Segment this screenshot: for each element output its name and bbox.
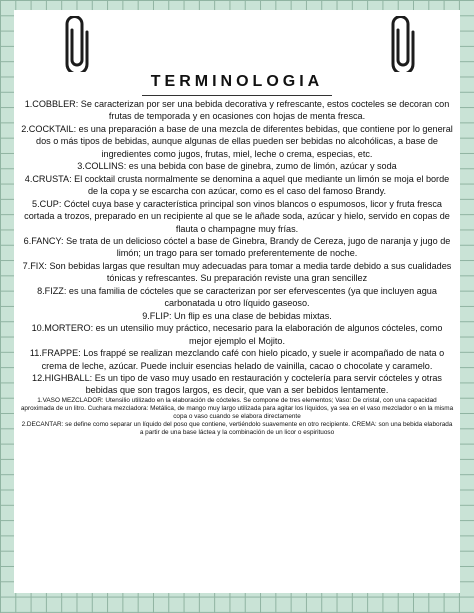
term-flip: 9.FLIP: Un flip es una clase de bebidas mixtas. (142, 310, 332, 321)
term-collins: 3.COLLINS: es una bebida con base de ginebra, zumo de limón, azúcar y soda (77, 161, 397, 172)
note-vaso-mezclador: 1.VASO MEZCLADOR: Utensilio utilizado en la elaboración de cócteles. Se compone de tres elementos; Vaso: De cristal, con una capacidad aproximada de un litro. Cuchara mezcladora: Metálica, de mango muy largo utilizada para agitar los líquidos, ya sea en el vaso mezclador o en la misma copa o vaso cuando se elabora directamente (20, 396, 454, 420)
term-crusta: 4.CRUSTA: El cocktail crusta normalmente se denomina a aquel que mediante un limón se moja el borde de la copa y se escarcha con azúcar, como es el caso del famoso Brandy. (24, 173, 450, 197)
term-frappe: 11.FRAPPE: Los frappé se realizan mezclando café con hielo picado, y suele ir acompañado de nata o crema de leche, azúcar. Puede incluir esencias helado de vainilla, cacao o chocolate y caramelo. (29, 348, 445, 371)
term-fancy: 6.FANCY: Se trata de un delicioso cóctel a base de Ginebra, Brandy de Cereza, jugo de naranja y jugo de limón; un trago para ser tomado preferentemente de noche. (23, 235, 451, 259)
term-highball: 12.HIGHBALL: Es un tipo de vaso muy usado en restauración y coctelería para servir cócteles y otras bebidas que son tragos largos, es decir, que van a ser bebidos lentamente. (32, 372, 442, 396)
term-cocktail: 2.COCKTAIL: es una preparación a base de una mezcla de diferentes bebidas, que contiene por lo general dos o más tipos de bebidas, aunque algunas de ellas pueden ser bebidas no alcohólicas, a base de ingredientes como jugos, frutas, miel, leche o crema, especias, etc. (21, 123, 453, 159)
title-underline (142, 95, 332, 96)
term-fix: 7.FIX: Son bebidas largas que resultan muy adecuadas para tomar a media tarde debido a sus cualidades tónicas y refrescantes. Su preparación reviste una gran sencillez (22, 260, 452, 284)
term-mortero: 10.MORTERO: es un utensilio muy práctico, necesario para la elaboración de algunos cócteles, como mejor ejemplo el Mojito. (31, 323, 443, 346)
paperclip-icon (388, 16, 418, 72)
term-cobbler: 1.COBBLER: Se caracterizan por ser una bebida decorativa y refrescante, estos cocteles se decoran con frutas de temporada y en ocasiones con hojas de menta fresca. (24, 99, 450, 122)
terminology-list (20, 98, 454, 436)
note-decantar-crema: 2.DECANTAR: se define como separar un líquido del poso que contiene, vertiéndolo suavemente en otro recipiente. CREMA: son una bebida elaborada a partir de una base láctea y la combinación de un licor o espirituoso (21, 420, 453, 436)
document-page (14, 10, 460, 593)
paperclip-icon (62, 16, 92, 72)
term-cup: 5.CUP: Cóctel cuya base y característica principal son vinos blancos o espumosos, licor y fruta fresca cortada a trozos, preparado en un recipiente al que se le añade soda, azúcar y hielo, servido en copas de flauta o champagne muy frías. (24, 198, 450, 234)
term-fizz: 8.FIZZ: es una familia de cócteles que se caracterizan por ser efervescentes (ya que incluyen agua carbonatada u otro líquido gaseoso. (37, 285, 437, 309)
page-title: TERMINOLOGIA (150, 73, 324, 90)
